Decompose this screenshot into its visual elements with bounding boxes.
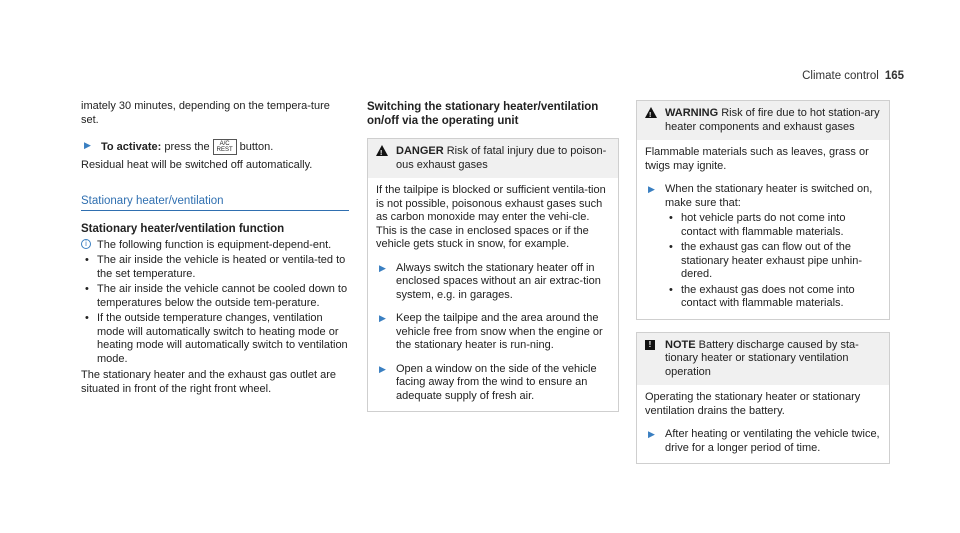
activate-step [81, 139, 349, 155]
arrow-icon: ▶ [84, 140, 91, 150]
danger-box [367, 138, 619, 412]
note-body [637, 385, 889, 463]
note-box [636, 332, 890, 465]
activate-label: To activate: [101, 140, 162, 153]
danger-head-text: Risk of fatal injury due to poison-ous exhaust gases [396, 145, 607, 171]
column-right [636, 100, 890, 464]
warning-header [637, 101, 889, 140]
arrow-icon: ▶ [648, 429, 655, 439]
intro-text: imately 30 minutes, depending on the tempera-ture set. [81, 100, 330, 126]
danger-step-text: Keep the tailpipe and the area around the vehicle free from snow when the engine or the stationary heater is run-ning. [396, 312, 603, 351]
section-title: Stationary heater/ventilation [81, 195, 349, 212]
warning-triangle-icon [376, 145, 388, 156]
sub-title: Stationary heater/ventilation function [81, 223, 285, 235]
procedure-title: Switching the stationary heater/ventilation on/off via the operating unit [367, 101, 599, 127]
activate-post: button. [239, 140, 274, 153]
rest-label: REST [216, 147, 233, 153]
warning-head-text: Risk of fire due to hot station-ary heater components and exhaust gases [665, 107, 880, 133]
danger-step [376, 262, 610, 303]
warning-step [645, 183, 881, 311]
note-label: NOTE [665, 338, 696, 351]
info-icon: i [81, 239, 91, 249]
closing-text: The stationary heater and the exhaust gas outlet are situated in front of the right front wheel. [81, 369, 336, 395]
danger-body [368, 178, 618, 411]
list-item: • The air inside the vehicle is heated or ventila-ted to the set temperature. [81, 254, 349, 281]
column-left [81, 100, 349, 396]
equipment-note-text: The following function is equipment-depend-ent. [97, 238, 332, 251]
page-number: 165 [884, 70, 904, 82]
danger-step [376, 363, 610, 404]
warning-step-text: When the stationary heater is switched on, make sure that: [665, 183, 873, 209]
warning-text: Flammable materials such as leaves, grass or twigs may ignite. [645, 146, 869, 172]
warning-triangle-icon [645, 107, 657, 118]
list-item: • hot vehicle parts do not come into contact with flammable materials. [665, 212, 881, 239]
exclamation-icon: ! [645, 340, 655, 350]
arrow-icon: ▶ [379, 262, 386, 273]
list-item: • the exhaust gas can flow out of the stationary heater exhaust pipe unhin-dered. [665, 241, 881, 282]
page-header [802, 70, 904, 84]
warning-label: WARNING [665, 107, 719, 119]
note-step-text: After heating or ventilating the vehicle twice, drive for a longer period of time. [665, 428, 880, 454]
ac-label: A/C [219, 141, 230, 147]
note-step [645, 428, 881, 455]
danger-step-text: Open a window on the side of the vehicle facing away from the wind to ensure an adequate supply of fresh air. [396, 362, 597, 402]
danger-step-text: Always switch the stationary heater off in enclosed spaces without an air extrac-tion system, e.g. in garages. [396, 261, 601, 301]
ac-rest-button-icon [213, 139, 237, 155]
list-item: • the exhaust gas does not come into contact with flammable materials. [665, 284, 881, 311]
list-item: • If the outside temperature changes, ventilation mode will automatically switch to heating mode or heating mode will automatically switch to ventilation mode. [81, 312, 349, 366]
chapter-title: Climate control [802, 70, 879, 82]
note-header [637, 333, 889, 386]
warning-box [636, 100, 890, 320]
danger-label: DANGER [396, 145, 444, 157]
list-item: • The air inside the vehicle cannot be cooled down to temperatures below the outside tem-perature. [81, 283, 349, 310]
arrow-icon: ▶ [379, 313, 386, 323]
note-head-text: Battery discharge caused by sta-tionary heater or stationary ventilation operation [665, 338, 859, 378]
note-text: Operating the stationary heater or stationary ventilation drains the battery. [645, 391, 861, 417]
residual-text: Residual heat will be switched off automatically. [81, 159, 313, 171]
danger-header [368, 139, 618, 178]
warning-body [637, 140, 889, 319]
danger-step [376, 312, 610, 353]
function-bullets [81, 254, 349, 366]
arrow-icon: ▶ [379, 363, 386, 374]
activate-pre: press the [164, 140, 210, 153]
danger-text: If the tailpipe is blocked or sufficient ventila-tion is not possible, poisonous exhaust gases such as carbon monoxide may enter the vehi-cle. This is the case in enclosed spaces or if the vehicle gets stuck in snow, for example. [376, 184, 606, 250]
arrow-icon: ▶ [648, 184, 655, 194]
equipment-note [81, 239, 349, 253]
warning-bullets [665, 212, 881, 311]
column-middle [367, 100, 619, 412]
